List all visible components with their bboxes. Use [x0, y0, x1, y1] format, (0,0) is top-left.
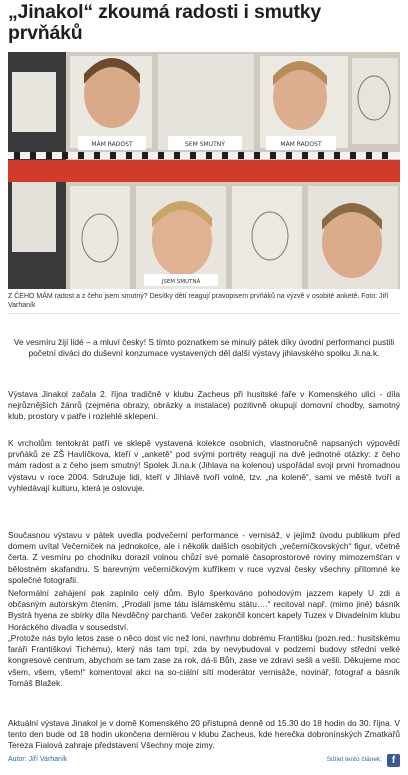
- exhibition-photo-illustration: [8, 52, 400, 289]
- photo-caption: Z ČEHO MÁM radost a z čeho jsem smutný? Desítky dětí reagují pravopisem prvňáků na výzvě v osobité anketě. Foto: Jiří Varhaník: [8, 293, 389, 309]
- article-paragraph-5: Neformální zahájení pak zaplnilo celý dům. Bylo šperkováno pohodovým jazzem kapely U zdi a občasným autorským čtením. „Prodali jsme tátu islámskému státu….“ recitoval např. (mimo jiné) básník Bystrá hyena ze sbírky díla Nevděčný parchanti. Večer zakončil koncert kapely Tuzex v Divadelním klubu Horáckého divadla v sousedství.: [8, 588, 400, 632]
- article-paragraph-7: Aktuální výstava Jinakol je v domě Komenského 20 přístupná denně od 15.30 do 18 hodin do 30. října. V tento den bude od 18 hodin ukončena derniérou v klubu Zacheus, kde herečka dobronínských Zmatkařů Tereza Fialová zahraje představení Všechny moje zimy.: [8, 718, 400, 751]
- photo-sign-3: MÁM RADOST: [280, 141, 322, 148]
- article-paragraph-2: Výstava Jinakol začala 2. října tradičně v klubu Zacheus při husitské faře v Komenského ulici - díla nejrůznějších žánrů (zejména obrazy, obrázky a instalace) pozitivně okupují domovní chodby, samotný klub, prostory v patře i rozlehlé sklepení.: [8, 389, 400, 422]
- article-paragraph-6: „Protože nás bylo letos zase o něco dost víc než loni, navrhnu dobrému Františku (pozn.red.: husitskému faráři Františkovi Tichému), který nás tam trpí, zda by nevybudoval v podzemí budovy střední velké kongresové centrum, abychom se tam zase za rok, dá-li Bůh, zase ve zdraví sešli a vešli. Děkujeme moc všem, všem, všem!“ komentoval akci na so-ciální síti moderátor vernisáže, novinář, fotograf a básník Tomáš Blažek.: [8, 633, 400, 688]
- photo-sign-4: JSEM SMUTNÁ: [161, 279, 201, 285]
- author-link[interactable]: Autor: Jiří Varhaník: [8, 756, 68, 763]
- article-paragraph-3: K vrcholům tentokrát patří ve sklepě vystavená kolekce osobních, vlastnoručně napsaných výpovědí prvňáků ze ZŠ Havlíčkova, kteří v „anketě“ pod svými portréty reagují na dvě jednotné otázky: z čeho mám radost a z čeho jsem smutný! Spolek Ji.na.k (Jihlava na kolenou) uspořádal svoji první hromadnou výstavu v roce 2004. Sdružuje lidi, kteří v Jihlavě tvoří volně, tzv. „na koleně“, sami ve městě tvoří a vyhledávají kulturu, která je oslovuje.: [8, 438, 400, 493]
- photo-sign-1: MÁM RADOST: [91, 141, 133, 148]
- facebook-share-icon[interactable]: f: [387, 754, 400, 767]
- article-footer: [8, 754, 400, 768]
- caption-divider: [8, 313, 400, 314]
- article-title: „Jinakol“ zkoumá radosti i smutky prvňáků: [8, 1, 322, 44]
- article-paragraph-4: Současnou výstavu v pátek uvedla podvečerní performance - vernisáž, v jejímž úvodu publikum před domem uvítal Večerníček na jednokolce, ale i několik dalších osobitých „večerníčkovských“ figur, včetně čerta. Z vesmíru po chodníku dorazil volnou chůzí své pomalé časoprostorové roviny mimozemšťan v bělostném skafandru. S barevným večerníčkovým kufříkem v ruce vyzval česky všechny přítomné ke společné fotografii.: [8, 530, 400, 585]
- article-photo[interactable]: [8, 52, 400, 289]
- photo-sign-2: SEM SMUTNÝ: [185, 141, 225, 148]
- share-label: Sdílet tento článek:: [326, 756, 382, 763]
- article-paragraph-1: Ve vesmíru žijí lidé – a mluví česky! S tímto poznatkem se minulý pátek díky úvodní performanci pustili početní diváci do duševní konzumace vystavených děl další výstavy jihlavského spolku Ji.na.k.: [13, 337, 395, 359]
